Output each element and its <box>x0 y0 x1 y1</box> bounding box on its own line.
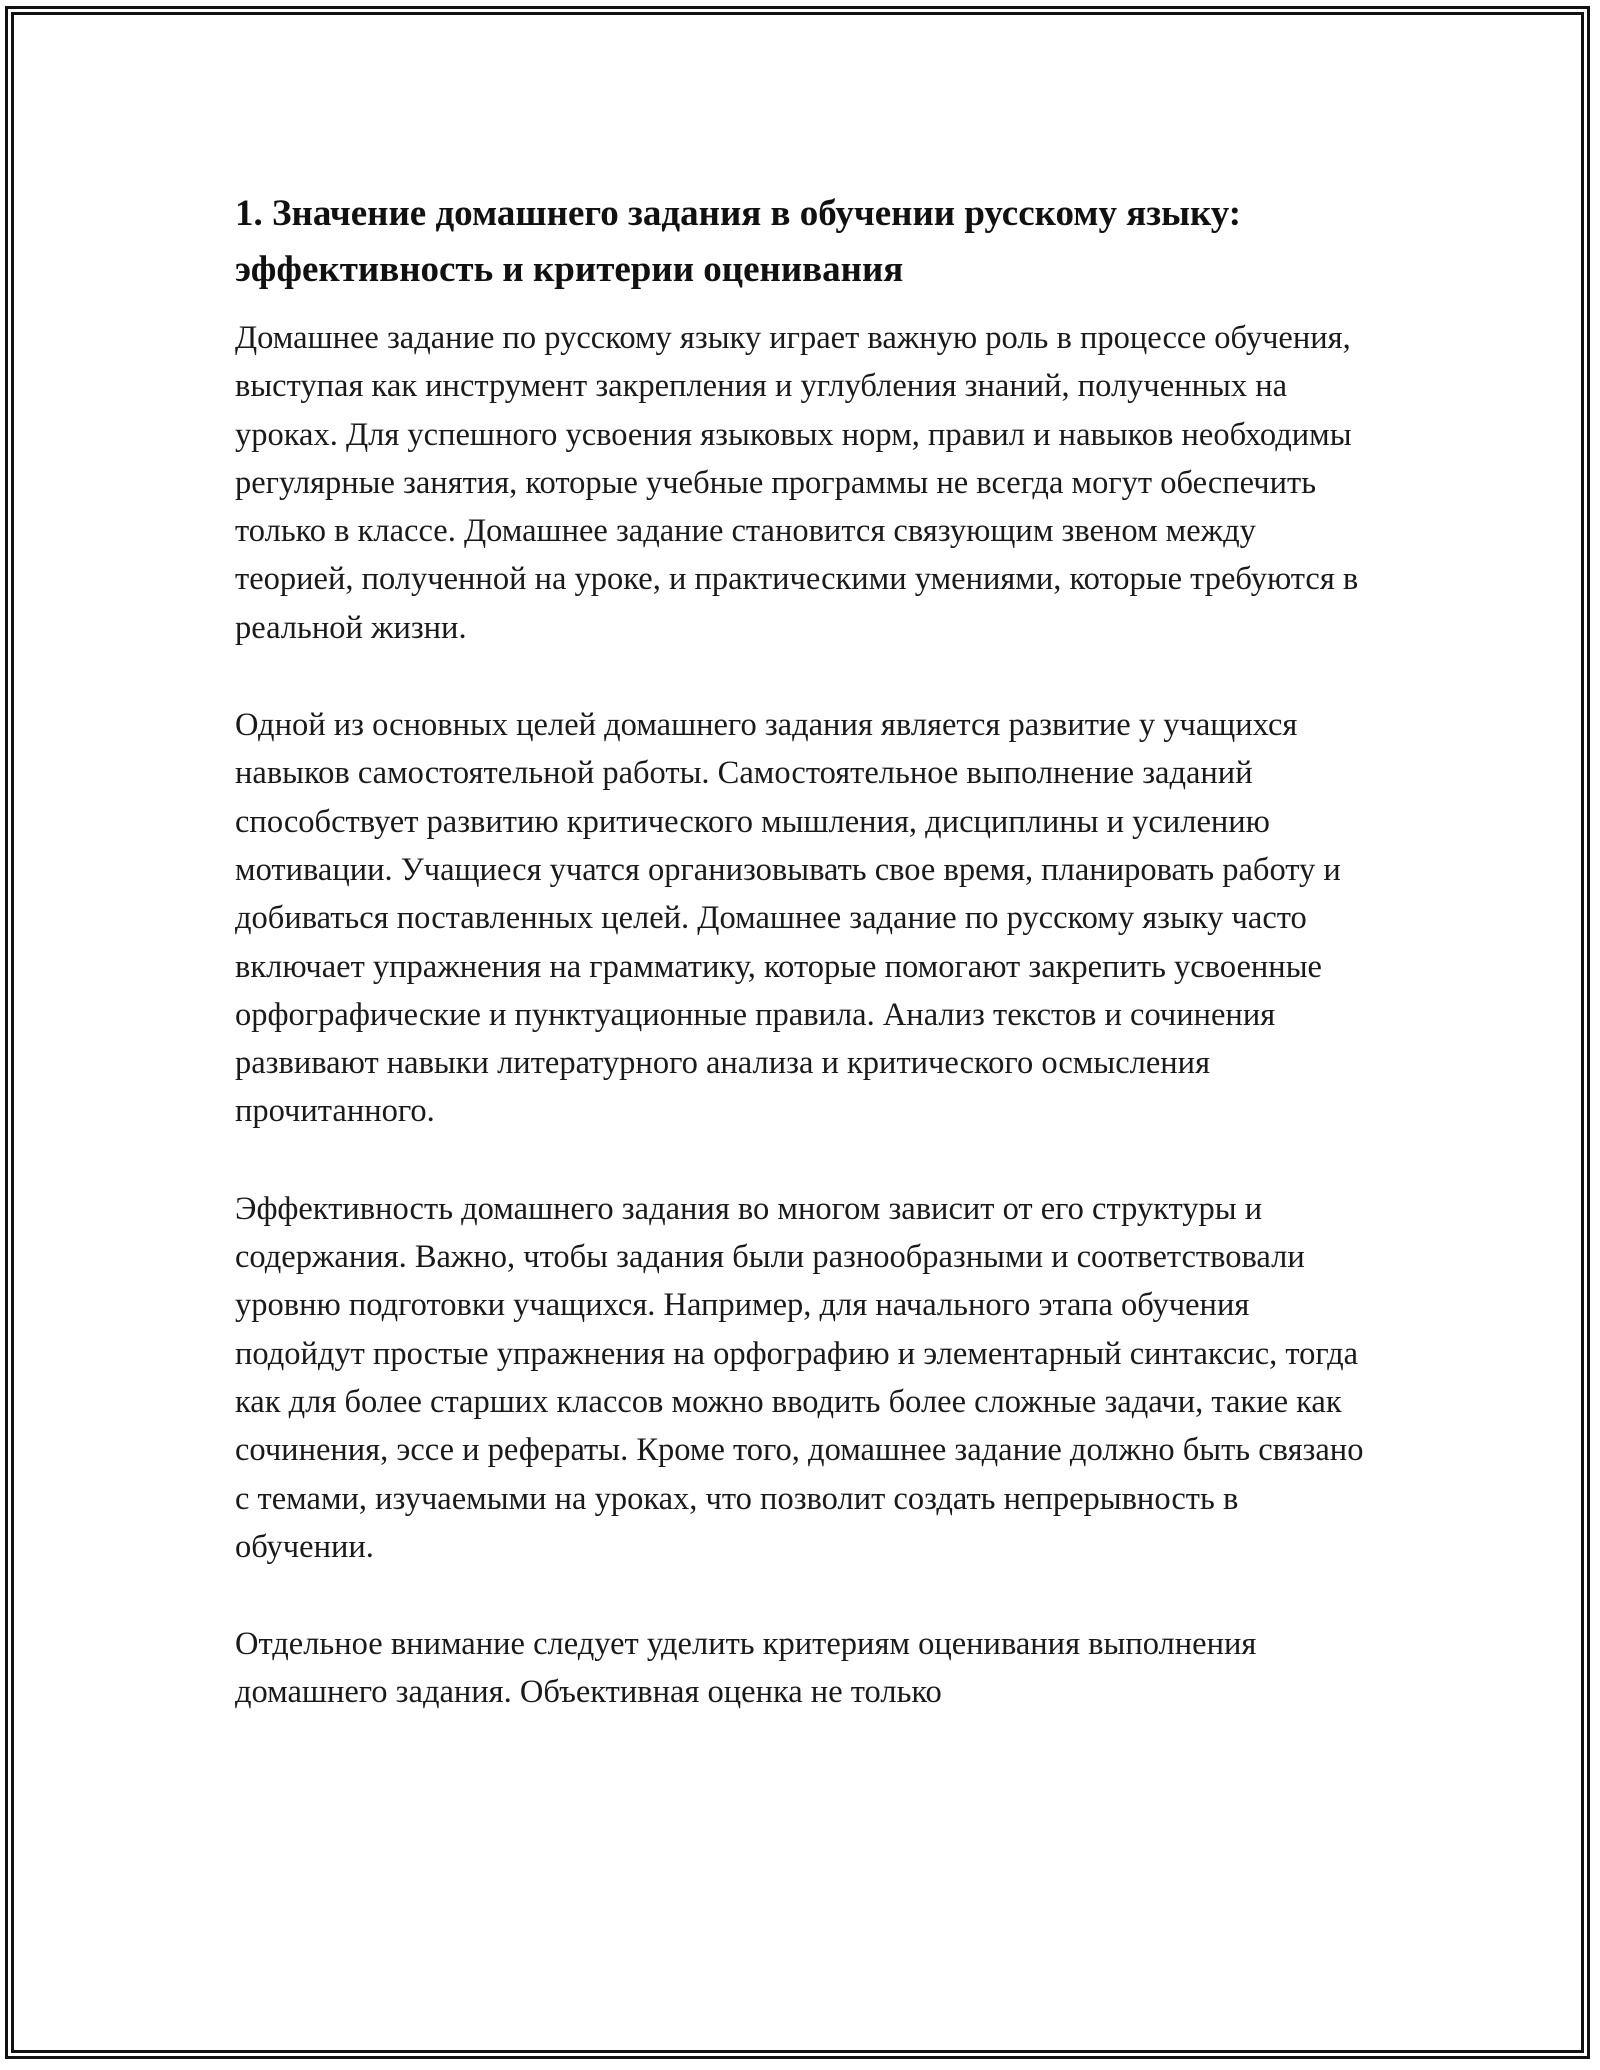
paragraph-2: Одной из основных целей домашнего задания является развитие у учащихся навыков самостоятельной работы. Самостоятельное выполнение заданий способствует развитию критического мышления, дисциплины и усилению мотивации. Учащиеся учатся организовывать свое время, планировать работу и добиваться поставленных целей. Домашнее задание по русскому языку часто включает упражнения на грамматику, которые помогают закрепить усвоенные орфографические и пунктуационные правила. Анализ текстов и сочинения развивают навыки литературного анализа и критического осмысления прочитанного. <box>235 707 1341 1130</box>
paragraph-4: Отдельное внимание следует уделить критериям оценивания выполнения домашнего задания. Объективная оценка не только <box>235 1626 1257 1711</box>
paragraph-1: Домашнее задание по русскому языку играет важную роль в процессе обучения, выступая как инструмент закрепления и углубления знаний, полученных на уроках. Для успешного усвоения языковых норм, правил и навыков необходимы регулярные занятия, которые учебные программы не всегда могут обеспечить только в классе. Домашнее задание становится связующим звеном между теорией, полученной на уроке, и практическими умениями, которые требуются в реальной жизни. <box>235 320 1359 646</box>
paragraph-3: Эффективность домашнего задания во многом зависит от его структуры и содержания. Важно, чтобы задания были разнообразными и соответствовали уровню подготовки учащихся. Например, для начального этапа обучения подойдут простые упражнения на орфографию и элементарный синтаксис, тогда как для более старших классов можно вводить более сложные задачи, такие как сочинения, эссе и рефераты. Кроме того, домашнее задание должно быть связано с темами, изучаемыми на уроках, что позволит создать непрерывность в обучении. <box>235 1190 1364 1565</box>
document-body <box>235 186 1365 1766</box>
section-heading: 1. Значение домашнего задания в обучении русскому языку: эффективность и критерии оценивания <box>235 193 1242 290</box>
